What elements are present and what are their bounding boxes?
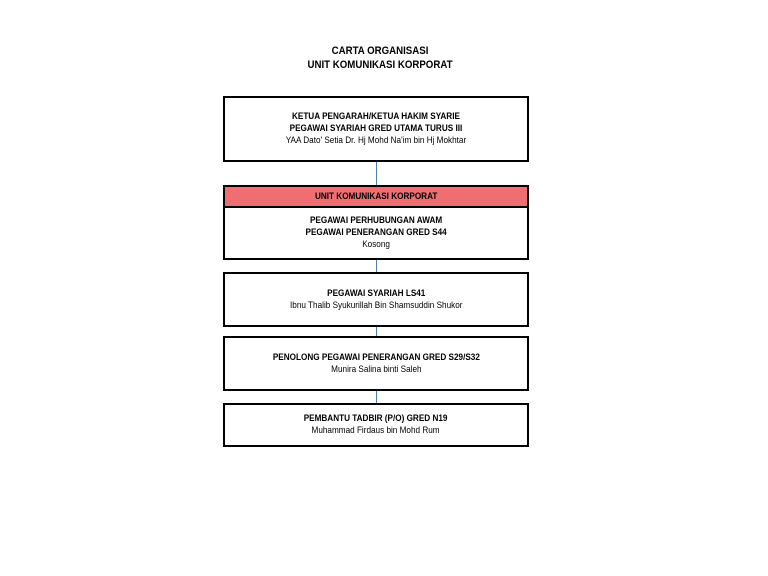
box-5-line-1: PEMBANTU TADBIR (P/O) GRED N19 (304, 413, 448, 424)
box-2-line-3: Kosong (362, 239, 390, 250)
org-box-pembantu-tadbir (223, 403, 529, 447)
org-box-ketua-pengarah (223, 96, 529, 162)
unit-header-label: UNIT KOMUNIKASI KORPORAT (314, 191, 438, 202)
connector-2-3 (376, 260, 377, 272)
box-2-line-1: PEGAWAI PERHUBUNGAN AWAM (309, 215, 443, 226)
chart-title (46, 44, 715, 72)
box-5-line-2: Muhammad Firdaus bin Mohd Rum (311, 425, 441, 436)
box-4-line-1: PENOLONG PEGAWAI PENERANGAN GRED S29/S32 (272, 351, 480, 363)
box-3-line-1: PEGAWAI SYARIAH LS41 (326, 287, 426, 299)
box-4-line-2: Munira Salina binti Saleh (330, 363, 422, 375)
box-3-line-2: Ibnu Thalib Syukurillah Bin Shamsuddin Shukor (289, 299, 463, 311)
connector-3-4 (376, 326, 377, 336)
box-1-line-3: YAA Dato' Setia Dr. Hj Mohd Na'im bin Hj Mokhtar (285, 135, 467, 146)
box-1-line-2: PEGAWAI SYARIAH GRED UTAMA TURUS III (289, 123, 463, 134)
unit-header-band (225, 187, 527, 208)
box-1-line-1: KETUA PENGARAH/KETUA HAKIM SYARIE (292, 111, 460, 122)
chart-title-line-2: UNIT KOMUNIKASI KORPORAT (307, 59, 453, 71)
connector-1-2 (376, 161, 377, 185)
org-box-pegawai-syariah (223, 272, 529, 327)
box-2-line-2: PEGAWAI PENERANGAN GRED S44 (305, 227, 447, 238)
chart-title-line-1: CARTA ORGANISASI (331, 45, 429, 57)
connector-4-5 (376, 390, 377, 403)
org-box-unit-komunikasi (223, 185, 529, 260)
org-box-penolong-pegawai (223, 336, 529, 391)
